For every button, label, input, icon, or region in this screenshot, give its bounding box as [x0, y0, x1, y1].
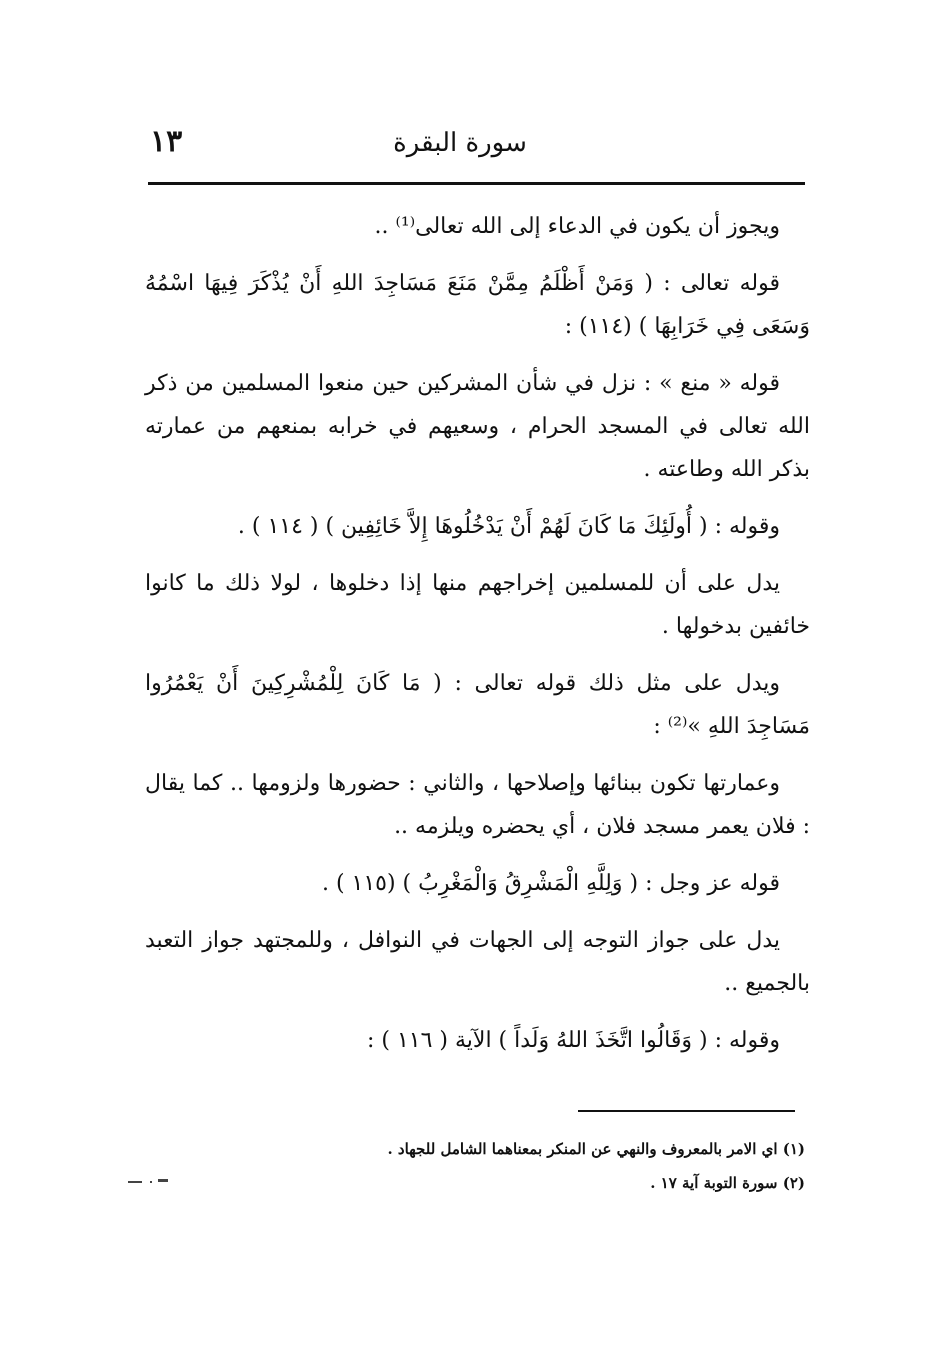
- paragraph: ويجوز أن يكون في الدعاء إلى الله تعالى⁽¹⁾ ..: [374, 214, 780, 239]
- footnote: (١) اي الامر بالمعروف والنهي عن المنكر بمعناهما الشامل للجهاد .: [387, 1140, 805, 1158]
- paragraph: وقوله : ( وَقَالُوا اتَّخَذَ اللهُ وَلَداً ) الآية ( ١١٦ ) :: [366, 1028, 780, 1053]
- paragraph: وعمارتها تكون ببنائها وإصلاحها ، والثاني : حضورها ولزومها .. كما يقال : فلان يعمر مسجد فلان ، أي يحضره ويلزمه ..: [145, 771, 810, 839]
- paragraph: قوله « منع » : نزل في شأن المشركين حين منعوا المسلمين من ذكر الله تعالى في المسجد الحرام ، وسعيهم في خرابه بمنعهم من عمارته بذكر الله وطاعته .: [145, 371, 810, 482]
- footnotes: [240, 1132, 805, 1200]
- paragraph: يدل على أن للمسلمين إخراجهم منها إذا دخلوها ، لولا ذلك ما كانوا خائفين بدخولها .: [145, 571, 810, 639]
- running-header-title: سورة البقرة: [393, 128, 527, 158]
- scan-speck: [128, 1176, 170, 1186]
- paragraph: قوله عز وجل : ( وَلِلَّهِ الْمَشْرِقُ وَالْمَغْرِبُ ) (١١٥ ) .: [321, 871, 780, 896]
- paragraph: قوله تعالى : ( وَمَنْ أَظْلَمُ مِمَّنْ مَنَعَ مَسَاجِدَ اللهِ أَنْ يُذْكَرَ فِيهَا اسْمُهُ وَسَعَى فِي خَرَابِهَا ) (١١٤) :: [145, 271, 810, 339]
- footnote: (٢) سورة التوبة آية ١٧ .: [650, 1174, 805, 1192]
- paragraph: يدل على جواز التوجه إلى الجهات في النوافل ، وللمجتهد جواز التعبد بالجميع ..: [145, 928, 810, 996]
- main-text: [145, 205, 810, 1076]
- header-rule: [148, 182, 805, 185]
- paragraph: ويدل على مثل ذلك قوله تعالى : ( مَا كَانَ لِلْمُشْرِكِينَ أَنْ يَعْمُرُوا مَسَاجِدَ اللهِ »⁽²⁾ :: [145, 671, 810, 739]
- page-number: ١٣: [150, 124, 183, 159]
- footnote-rule: [578, 1110, 795, 1112]
- paragraph: وقوله : ( أُولَئِكَ مَا كَانَ لَهُمْ أَنْ يَدْخُلُوهَا إِلاَّ خَائِفِين ) ( ١١٤ ) .: [237, 514, 780, 539]
